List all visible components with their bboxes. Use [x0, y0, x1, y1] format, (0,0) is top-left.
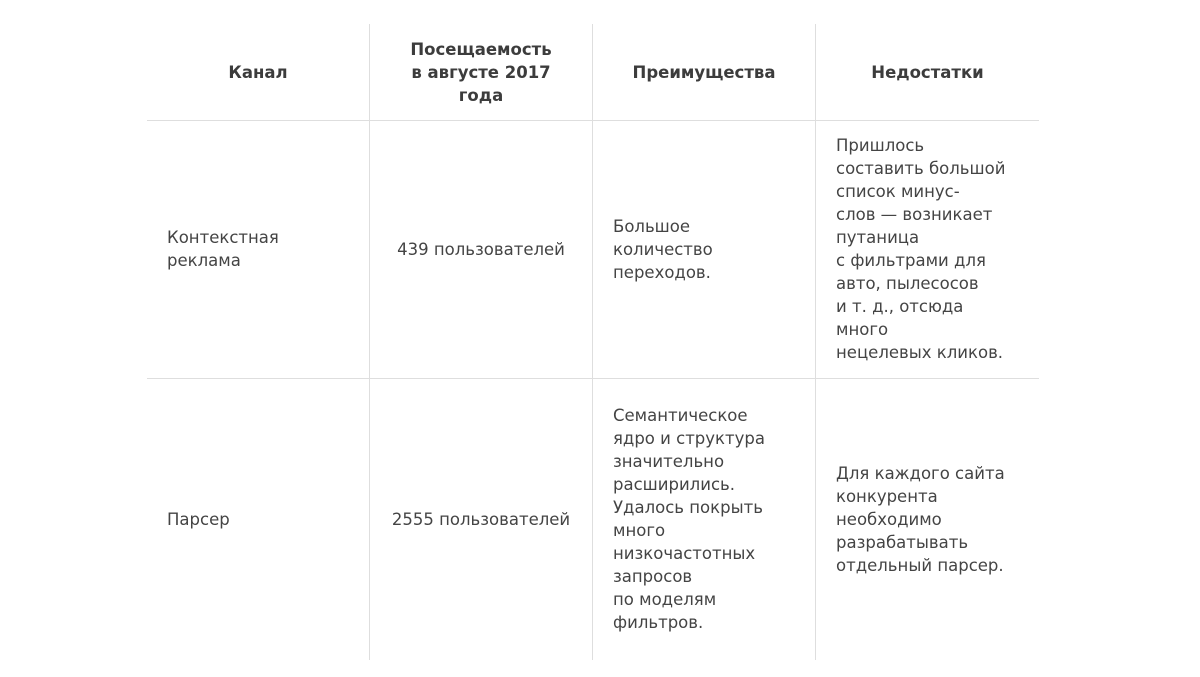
cell-text: 2555 пользователей: [391, 509, 571, 529]
header-label: Недостатки: [871, 62, 984, 82]
header-cell-channel: [147, 24, 369, 120]
cell-text: Для каждого сайта конкурента необходимо разрабатывать отдельный парсер.: [836, 463, 1005, 575]
header-label: Преимущества: [632, 62, 776, 82]
cell-channel: [147, 120, 369, 378]
header-label: Канал: [228, 62, 288, 82]
cell-cons: [816, 378, 1039, 660]
cell-text: Парсер: [167, 509, 230, 529]
header-cell-traffic: [370, 24, 592, 120]
cell-pros: [593, 378, 815, 660]
table-header-row: [147, 24, 1039, 120]
header-cell-pros: [593, 24, 815, 120]
cell-text: 439 пользователей: [397, 239, 565, 259]
table-row: [147, 378, 1039, 660]
cell-text: Контекстная реклама: [167, 228, 279, 270]
cell-traffic: [370, 378, 592, 660]
cell-cons: [816, 120, 1039, 378]
table-row: [147, 120, 1039, 378]
header-label: Посещаемость в августе 2017 года: [410, 39, 552, 105]
cell-text: Семантическое ядро и структура значительно расширились. Удалось покрыть много низкочастотных запросов по моделям фильтров.: [613, 406, 765, 632]
cell-text: Пришлось составить большой список минус- слов — возникает путаница с фильтрами для авто, пылесосов и т. д., отсюда много нецелевых кликов.: [836, 136, 1006, 362]
cell-traffic: [370, 120, 592, 378]
cell-channel: [147, 378, 369, 660]
cell-text: Большое количество переходов.: [613, 216, 713, 282]
comparison-table: [147, 24, 1039, 660]
cell-pros: [593, 120, 815, 378]
header-cell-cons: [816, 24, 1039, 120]
